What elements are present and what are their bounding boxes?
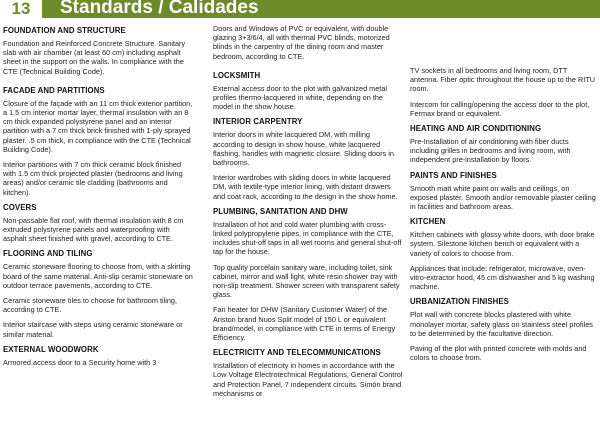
page-title: Standards / Calidades xyxy=(60,0,259,18)
section-heading: LOCKSMITH xyxy=(213,70,261,80)
section-heading: KITCHEN xyxy=(410,217,446,227)
section-heading: HEATING AND AIR CONDITIONING xyxy=(410,124,542,134)
section-paragraph: Ceramic stoneware tiles to choose for bathroom tiling, according to CTE. xyxy=(3,296,177,315)
section-paragraph: Doors and Windows of PVC or equivalent, with double glazing 3+3/6/4, all with thermal PVC blinds, motorized blinds in the carpentry of the dining room and master bedroom, according to CTE. xyxy=(213,24,390,61)
page-header xyxy=(0,0,600,18)
section-paragraph: Top quality porcelain sanitary ware, including toilet, sink cabinet, mirror and wall light, white resin shower tray with non-slip treatment. Shower screen with transparent safety glass. xyxy=(213,262,400,300)
column-middle xyxy=(213,24,403,398)
section-paragraph: Installation of electricity in homes in accordance with the Low Voltage Electrotechnical Regulations, General Control and Protection Panel, 7 independent circuits. Simón brand mechanisms or xyxy=(213,361,403,398)
section-paragraph: Interior staircase with steps using ceramic stoneware or similar material. xyxy=(3,320,183,339)
section-heading: PAINTS AND FINISHES xyxy=(410,170,497,180)
column-left xyxy=(3,26,195,400)
section-paragraph: Kitchen cabinets with glossy white doors, with door brake system. Silestone kitchen bench or equivalent with a variety of colors to choose from. xyxy=(410,230,595,258)
section-paragraph: Interior wardrobes with sliding doors in white lacquered DM, with textile-type interior lining, with distant drawers and coat rack, according to the design in the show home. xyxy=(213,173,398,201)
section-heading: FACADE AND PARTITIONS xyxy=(3,85,105,95)
section-heading: PLUMBING, SANITATION AND DHW xyxy=(213,206,348,216)
section-heading: EXTERNAL WOODWORK xyxy=(3,344,99,354)
section-paragraph: Closure of the façade with an 11 cm thick exterior partition, a 1.5 cm interior mortar layer, thermal insulation with an 8 cm thick expanded polystyrene panel and an interior partition with a 7 cm thick brick finished with 1-ply sprayed plaster. .5 cm thick, in compliance with the CTE (Technical Building Code). xyxy=(3,98,193,154)
section-heading: ELECTRICITY AND TELECOMMUNICATIONS xyxy=(213,348,381,358)
section-paragraph: Interior doors in white lacquered DM, with milling according to design in show house, white lacquered flashing, handles with magnetic closure. Sliding doors in bathrooms. xyxy=(213,130,394,168)
section-paragraph: External access door to the plot with galvanized metal profiles thermo-lacquered in white, depending on the model in the show house. xyxy=(213,83,388,112)
section-heading: FLOORING AND TILING xyxy=(3,249,93,259)
section-paragraph: Plot wall with concrete blocks plastered with white monolayer mortar, safety glass on stainless steel profiles to be determined by the facultative direction. xyxy=(410,310,593,338)
page-number: 13 xyxy=(0,0,45,18)
section-paragraph: Armored access door to a Security home with 3 xyxy=(3,357,157,367)
section-paragraph: Foundation and Reinforced Concrete Structure. Sanitary slab with air chamber (at least 60 cm) including asphalt sheet in the support on the walls. In compliance with the CTE (Technical Building Code). xyxy=(3,39,186,76)
section-paragraph: Appliances that include: refrigerator, microwave, oven-vitro-extractor hood, 45 cm dishwasher and 5 kg washing machine. xyxy=(410,263,595,292)
section-paragraph: Fan heater for DHW (Sanitary Customer Water) of the Ariston brand Nuos Split model of 150 L or equivalent brand/model, in compliance with CTE in terms of Energy Efficiency. xyxy=(213,305,396,343)
section-paragraph: Pre-Installation of air conditioning with fiber ducts including grilles in bedrooms and living room, with independent pre-installation by floors. xyxy=(410,137,571,165)
section-paragraph: Smooth matt white paint on walls and ceilings, on exposed plaster. Smooth and/or removable plaster ceiling in facilities and bathroom areas. xyxy=(410,183,596,212)
column-right xyxy=(410,66,596,440)
section-heading: URBANIZATION FINISHES xyxy=(410,297,509,307)
section-paragraph: Installation of hot and cold water plumbing with cross-linked polypropylene pipes, in compliance with the CTE, includes shut-off taps in all wet rooms and general shut-off tap for the house. xyxy=(213,219,402,257)
section-paragraph: Intercom for calling/opening the access door to the plot, Fermax brand or equivalent. xyxy=(410,99,590,118)
section-paragraph: Ceramic stoneware flooring to choose from, with a skirting board of the same material. Anti-slip ceramic stoneware on outdoor terrace pavements, according to CTE. xyxy=(3,262,193,290)
section-paragraph: Paving of the plot with printed concrete with molds and colors to choose from. xyxy=(410,344,587,363)
section-paragraph: TV sockets in all bedrooms and living room, DTT antenna. Fiber optic throughout the house up to the RITU room. xyxy=(410,66,595,94)
section-paragraph: Interior partitions with 7 cm thick ceramic block finished with 1.5 cm thick projected plaster (bedrooms and living areas) and/or ceramic tile cladding (bathrooms and kitchen). xyxy=(3,160,183,197)
section-paragraph: Non-passable flat roof, with thermal insulation with 8 cm extruded polystyrene panels and waterproofing with asphalt sheet finished with gravel, according to CTE. xyxy=(3,215,184,244)
section-heading: FOUNDATION AND STRUCTURE xyxy=(3,26,126,35)
section-heading: INTERIOR CARPENTRY xyxy=(213,117,303,127)
section-heading: COVERS xyxy=(3,202,37,212)
